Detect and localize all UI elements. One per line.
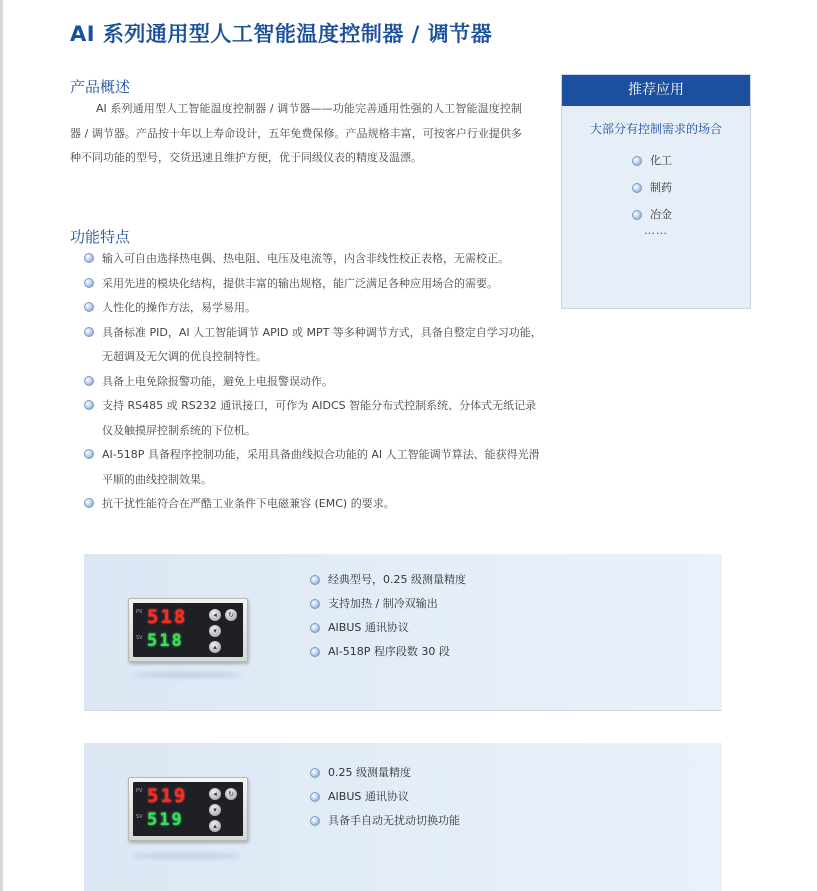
bullet-icon [310, 768, 320, 778]
device-face [133, 782, 243, 836]
product-specs [310, 568, 466, 664]
bullet-icon [310, 623, 320, 633]
feature-item [84, 247, 544, 272]
application-item [632, 174, 750, 201]
feature-text: 支持 RS485 或 RS232 通讯接口，可作为 AIDCS 智能分布式控制系统、分体式无纸记录仪及触摸屏控制系统的下位机。 [102, 399, 537, 437]
feature-text: 采用先进的模块化结构，提供丰富的输出规格，能广泛满足各种应用场合的需要。 [102, 276, 498, 290]
spec-item [310, 761, 460, 785]
spec-item [310, 809, 460, 833]
set-button-icon: ◂ [209, 788, 221, 800]
pv-tag: PV [136, 788, 143, 794]
bullet-icon [84, 400, 94, 410]
down-button-icon: ▾ [209, 625, 221, 637]
feature-item [84, 272, 544, 297]
page-border [0, 0, 3, 891]
bullet-icon [84, 302, 94, 312]
sidebar-more: …… [644, 224, 668, 237]
feature-text: 具备上电免除报警功能，避免上电报警误动作。 [102, 374, 333, 388]
bullet-icon [84, 498, 94, 508]
bullet-icon [310, 599, 320, 609]
device-shadow [132, 853, 242, 859]
bullet-icon [84, 376, 94, 386]
feature-item [84, 321, 544, 370]
down-button-icon: ▾ [209, 804, 221, 816]
feature-text: 人性化的操作方法，易学易用。 [102, 301, 256, 314]
bullet-icon [310, 792, 320, 802]
spec-text: 经典型号，0.25 级测量精度 [328, 573, 466, 586]
bullet-icon [310, 816, 320, 826]
controller-device-image [128, 777, 248, 841]
feature-item [84, 443, 544, 492]
spec-text: AI-518P 程序段数 30 段 [328, 645, 450, 658]
overview-text: AI 系列通用型人工智能温度控制器 / 调节器——功能完善通用性强的人工智能温度控制器 / 调节器。产品按十年以上寿命设计，五年免费保修。产品规格丰富，可按客户行业提供多种不同功能的型号，交货迅速且维护方便，优于同级仪表的精度及温漂。 [70, 102, 522, 164]
features-list [84, 247, 544, 517]
feature-item [84, 296, 544, 321]
cycle-button-icon: ↻ [225, 609, 237, 621]
feature-item [84, 394, 544, 443]
spec-item [310, 785, 460, 809]
bullet-icon [84, 449, 94, 459]
features-heading: 功能特点 [70, 228, 131, 246]
bullet-icon [84, 278, 94, 288]
bullet-icon [632, 156, 642, 166]
spec-item [310, 616, 466, 640]
sv-tag: SV [136, 814, 143, 820]
sidebar-header: 推荐应用 [562, 75, 750, 106]
spec-text: 支持加热 / 制冷双输出 [328, 597, 438, 610]
bullet-icon [632, 210, 642, 220]
application-item [632, 201, 750, 228]
overview-heading: 产品概述 [70, 78, 131, 96]
pv-display: 518 [147, 606, 188, 628]
spec-item [310, 568, 466, 592]
bullet-icon [84, 253, 94, 263]
device-shadow [132, 672, 242, 678]
device-face [133, 603, 243, 657]
set-button-icon: ◂ [209, 609, 221, 621]
spec-text: AIBUS 通讯协议 [328, 790, 409, 803]
feature-item [84, 492, 544, 517]
recommended-applications-panel [561, 74, 751, 309]
application-label: 冶金 [650, 208, 672, 221]
sv-display: 519 [147, 810, 184, 830]
spec-item [310, 592, 466, 616]
bullet-icon [632, 183, 642, 193]
cycle-button-icon: ↻ [225, 788, 237, 800]
spec-text: 0.25 级测量精度 [328, 766, 411, 779]
page-title: AI 系列通用型人工智能温度控制器 / 调节器 [70, 22, 493, 46]
up-button-icon: ▴ [209, 820, 221, 832]
product-specs [310, 761, 460, 833]
sidebar-subtitle: 大部分有控制需求的场合 [589, 122, 722, 136]
product-panel-519 [84, 743, 722, 891]
spec-text: 具备手自动无扰动切换功能 [328, 814, 460, 827]
product-panel-518 [84, 554, 722, 711]
spec-item [310, 640, 466, 664]
pv-display: 519 [147, 785, 188, 807]
feature-text: 输入可自由选择热电偶、热电阻、电压及电流等，内含非线性校正表格，无需校正。 [102, 252, 509, 265]
feature-text: AI-518P 具备程序控制功能，采用具备曲线拟合功能的 AI 人工智能调节算法、能获得光滑平顺的曲线控制效果。 [102, 448, 540, 486]
bullet-icon [84, 327, 94, 337]
controller-device-image [128, 598, 248, 662]
feature-text: 具备标准 PID，AI 人工智能调节 APID 或 MPT 等多种调节方式，具备自整定自学习功能，无超调及无欠调的优良控制特性。 [102, 325, 542, 363]
feature-item [84, 370, 544, 395]
bullet-icon [310, 647, 320, 657]
sv-tag: SV [136, 635, 143, 641]
pv-tag: PV [136, 609, 143, 615]
application-item [632, 147, 750, 174]
feature-text: 抗干扰性能符合在严酷工业条件下电磁兼容 (EMC) 的要求。 [102, 497, 395, 510]
sv-display: 518 [147, 631, 184, 651]
bullet-icon [310, 575, 320, 585]
up-button-icon: ▴ [209, 641, 221, 653]
application-list [632, 147, 750, 228]
application-label: 化工 [650, 154, 672, 167]
application-label: 制药 [650, 181, 672, 194]
spec-text: AIBUS 通讯协议 [328, 621, 409, 634]
